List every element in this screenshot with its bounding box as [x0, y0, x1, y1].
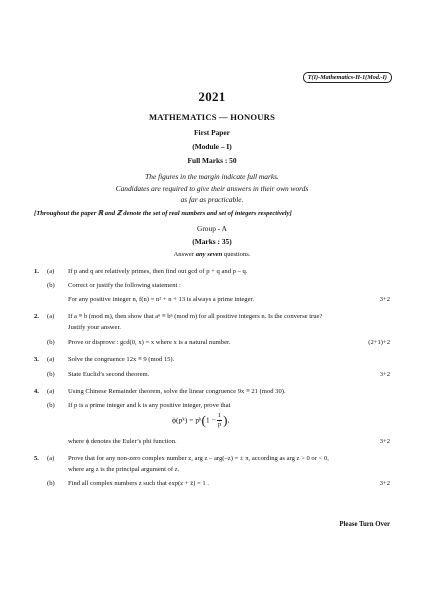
q2-marks: (2+1)+2 — [368, 339, 390, 346]
euler-phi-formula — [172, 412, 229, 429]
q4b-label: (b) — [47, 402, 55, 409]
q5-number: 5. — [34, 455, 39, 462]
q5b-label: (b) — [47, 480, 55, 487]
answer-emphasis: any seven — [195, 251, 223, 258]
q5-marks: 3+2 — [379, 480, 390, 487]
q5a-label: (a) — [47, 455, 55, 462]
exam-year: 2021 — [198, 89, 226, 104]
q1-number: 1. — [34, 268, 39, 275]
q1a-label: (a) — [47, 268, 55, 275]
q2-number: 2. — [34, 313, 39, 320]
formula-end: , — [227, 415, 230, 425]
q2b-label: (b) — [47, 339, 55, 346]
q3-number: 3. — [34, 356, 39, 363]
q4-marks: 3+2 — [379, 438, 390, 445]
q1b-text: Correct or justify the following statement : — [68, 282, 181, 289]
paper-name: First Paper — [194, 128, 230, 137]
q4b-phi-note: where ϕ denotes the Euler’s phi function. — [68, 438, 177, 445]
answer-prefix: Answer — [173, 251, 195, 258]
q5b-text: Find all complex numbers z such that exp(z + z̄) = 1 . — [68, 480, 209, 487]
instruction-own-words: Candidates are required to give their answers in their own words — [115, 184, 309, 193]
q4a-text: Using Chinese Remainder theorem, solve the linear congruence 9x ≡ 21 (mod 30). — [68, 388, 286, 395]
group-title: Group - A — [197, 224, 227, 233]
instruction-margin: The figures in the margin indicate full marks. — [145, 172, 279, 181]
full-marks: Full Marks : 50 — [187, 156, 237, 165]
notation-note: [Throughout the paper ℝ and ℤ denote the set of real numbers and set of integers respectively] — [34, 210, 292, 217]
instruction-practicable: as far as practicable. — [180, 195, 244, 204]
q2a-text-cont: Justify your answer. — [68, 324, 121, 331]
q4-number: 4. — [34, 388, 39, 395]
q3b-text: State Euclid’s second theorem. — [68, 371, 150, 378]
subject-title: MATHEMATICS — HONOURS — [148, 112, 276, 122]
formula-fraction — [217, 412, 222, 429]
q3b-label: (b) — [47, 371, 55, 378]
formula-left: ϕ(pᵏ) = pᵏ — [172, 415, 202, 425]
q4a-label: (a) — [47, 388, 55, 395]
please-turn-over: Please Turn Over — [339, 521, 390, 528]
formula-open-paren: ( — [201, 412, 206, 428]
q3a-text: Solve the congruence 12x ≡ 9 (mod 15). — [68, 356, 175, 363]
q3a-label: (a) — [47, 356, 55, 363]
q1-marks: 3+2 — [379, 296, 390, 303]
formula-close-paren: ) — [223, 412, 228, 428]
formula-one-minus: 1 − — [205, 415, 216, 425]
formula-numerator: 1 — [217, 412, 222, 419]
q1b-statement: For any positive integer n, f(n) = n² + n + 13 is always a prime integer. — [68, 296, 254, 303]
q3-marks: 3+2 — [379, 371, 390, 378]
q1b-label: (b) — [47, 282, 55, 289]
q5a-text: Prove that for any non-zero complex number z, arg z – arg(–z) = ± π, according as arg z > 0 or < 0, — [68, 455, 329, 462]
group-marks: (Marks : 35) — [192, 237, 232, 246]
q2a-text: If a ≡ b (mod m), then show that aⁿ ≡ bⁿ (mod m) for all positive integers n. Is the converse true? — [68, 313, 323, 320]
q2b-text: Prove or disprove : gcd(0, x) = x where x is a natural number. — [68, 339, 231, 346]
q4b-text: If p is a prime integer and k is any positive integer, prove that — [68, 402, 231, 409]
paper-code: T(I)-Mathematics-H-1(Mod.-I) — [303, 72, 392, 83]
answer-instruction — [0, 251, 424, 258]
q5a-text-cont: where arg z is the principal argument of z. — [68, 466, 180, 473]
formula-denominator: p — [217, 421, 222, 428]
answer-suffix: questions. — [223, 251, 251, 258]
module-name: (Module – I) — [192, 142, 232, 151]
q2a-label: (a) — [47, 313, 55, 320]
q1a-text: If p and q are relatively primes, then find out gcd of p + q and p – q. — [68, 268, 248, 275]
